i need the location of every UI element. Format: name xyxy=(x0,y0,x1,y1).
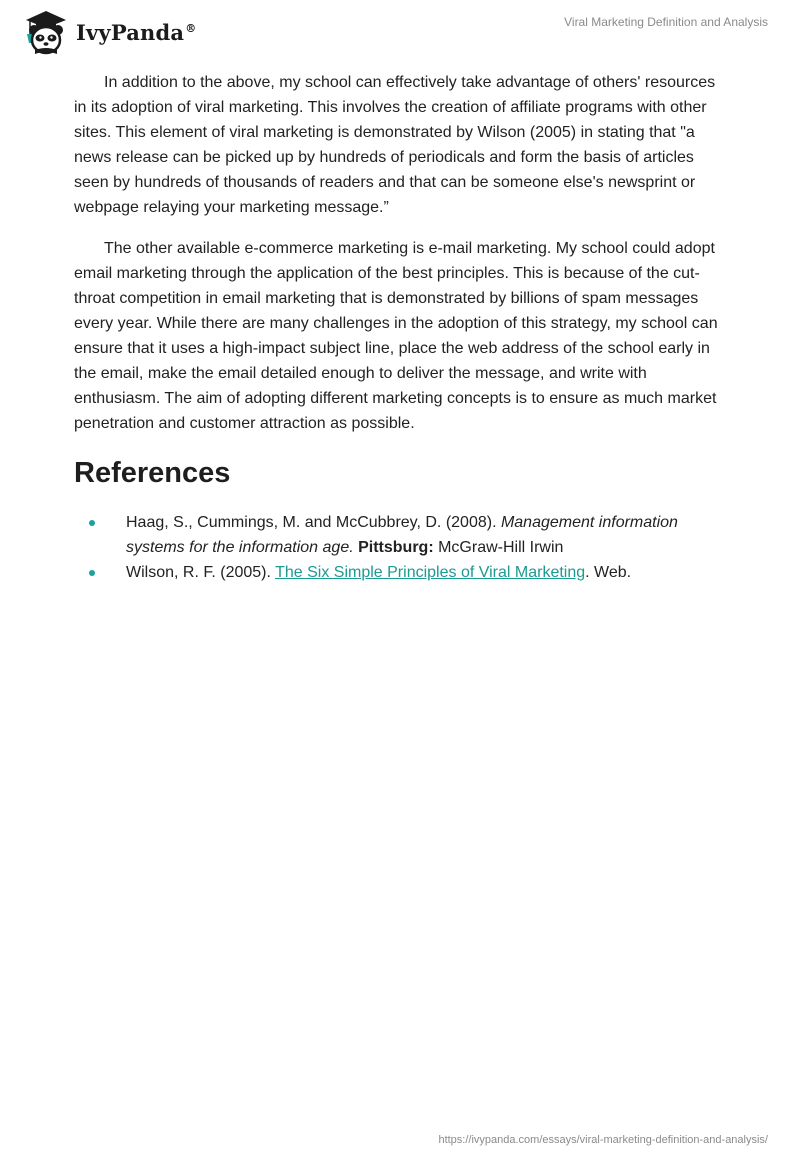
bullet-icon xyxy=(89,570,95,576)
brand-name: IvyPanda® xyxy=(76,19,197,45)
references-heading: References xyxy=(74,457,231,489)
references-list xyxy=(74,510,722,585)
reference-item xyxy=(74,510,722,560)
reference-publisher: McGraw-Hill Irwin xyxy=(433,539,564,556)
reference-title: Management information systems for the information age. xyxy=(126,514,678,556)
bullet-icon xyxy=(89,520,95,526)
reference-item xyxy=(74,560,722,585)
footer-url: https://ivypanda.com/essays/viral-marketing-definition-and-analysis/ xyxy=(438,1134,768,1146)
reference-location: Pittsburg: xyxy=(353,539,434,556)
brand-logo[interactable] xyxy=(16,8,196,56)
reference-suffix: . Web. xyxy=(585,564,632,581)
reference-link[interactable]: The Six Simple Principles of Viral Marketing xyxy=(275,564,586,581)
essay-content xyxy=(74,70,722,585)
body-paragraph: In addition to the above, my school can effectively take advantage of others' resources in its adoption of viral marketing. This involves the creation of affiliate programs with other sites. This element of viral marketing is demonstrated by Wilson (2005) in stating that "a news release can be picked up by hundreds of periodicals and form the basis of articles seen by hundreds of thousands of readers and that can be someone else's newsprint or webpage relaying your marketing message.” xyxy=(74,74,716,216)
page-header xyxy=(0,0,800,60)
document-title: Viral Marketing Definition and Analysis xyxy=(564,15,768,29)
reference-authors: Haag, S., Cummings, M. and McCubbrey, D. (2008). xyxy=(126,514,501,531)
registered-mark: ® xyxy=(185,21,197,35)
panda-graduate-icon xyxy=(16,8,74,56)
reference-authors: Wilson, R. F. (2005). xyxy=(126,564,276,581)
body-paragraph: The other available e-commerce marketing is e-mail marketing. My school could adopt email marketing through the application of the best principles. This is because of the cut-throat competition in email marketing that is demonstrated by billions of spam messages every year. While there are many challenges in the adoption of this strategy, my school can ensure that it uses a high-impact subject line, place the web address of the school early in the email, make the email detailed enough to deliver the message, and write with enthusiasm. The aim of adopting different marketing concepts is to ensure as much market penetration and customer attraction as possible. xyxy=(74,240,718,432)
